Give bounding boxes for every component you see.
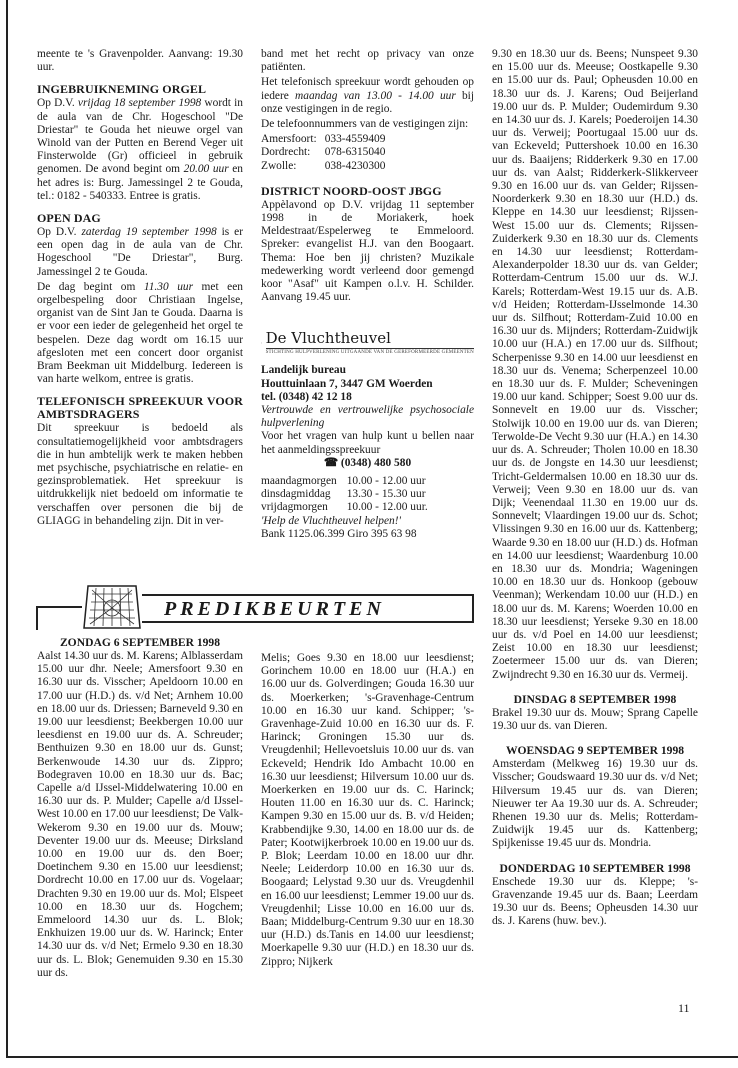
column-1 — [37, 48, 243, 530]
hours-row — [261, 475, 438, 488]
hours-row — [261, 488, 438, 501]
heading-zondag: ZONDAG 6 SEPTEMBER 1998 — [59, 636, 221, 649]
heading-district: DISTRICT NOORD-OOST JBGG — [261, 183, 442, 198]
banner-rule-left — [36, 606, 82, 608]
bank-details: Bank 1125.06.399 Giro 395 63 98 — [261, 527, 417, 540]
phone-row — [261, 160, 393, 173]
column-3 — [492, 48, 698, 930]
church-emblem-icon — [82, 584, 142, 630]
orgel-text-b: wordt in de aula van de Chr. Hogeschool "De Driestar" te Gouda het nieuwe orgel van Winold van der Putten en Berend Veger uit Finsterwolde (Gr) officieel in gebruik genomen. De avond begint om — [37, 97, 243, 176]
phone-number: 078-6315040 — [324, 146, 386, 159]
telefonisch-paragraph: Dit spreekuur is bedoeld als consultatiemogelijkheid voor ambtsdragers die in hun ambtelijk werk te maken hebben met psychische, psychiatrische en relatie- en gezinsproblematiek. Het spreekuur is uitdrukkelijk niet bedoeld om informatie te verschaffen over personen die bij de GLIAGG in behandeling zijn. Dit in ver- — [37, 422, 243, 527]
logo-name: De Vluchtheuvel — [265, 329, 391, 348]
heading-telefonisch-spreekuur: TELEFONISCH SPREEKUUR VOOR AMBTSDRAGERS — [37, 394, 243, 422]
phone-city: Amersfoort: — [261, 133, 317, 146]
hours-row — [261, 501, 438, 514]
banner-rule-left-drop — [36, 606, 38, 630]
predikbeurten-column-2 — [261, 652, 474, 971]
intro-continuation: meente te 's Gravenpolder. Aanvang: 19.30 uur. — [37, 48, 243, 74]
bureau-phone-line — [261, 457, 474, 470]
phone-number: 038-4230300 — [324, 159, 386, 172]
orgel-date: vrijdag 18 september 1998 — [77, 97, 202, 110]
bureau-tagline: Vertrouwde en vertrouwelijke psychosociale hulpverlening — [261, 404, 474, 430]
vluchtheuvel-logo — [261, 326, 474, 360]
phone-city: Dordrecht: — [261, 146, 311, 159]
page-number: 11 — [678, 1001, 690, 1015]
open-text-a: Op D.V. — [37, 226, 82, 239]
hours-time: 13.30 - 15.30 uur — [346, 488, 426, 501]
open-date: zaterdag 19 september 1998 — [81, 226, 217, 239]
hours-table — [261, 475, 438, 515]
logo-text — [266, 330, 474, 356]
orgel-text-a: Op D.V. — [37, 97, 78, 110]
district-paragraph: Appèlavond op D.V. vrijdag 11 september 1998 in de Moriakerk, hoek Meldestraat/Espelerweg te Emmeloord. Spreker: evangelist H.J. van den Boogaart. Thema: Hoe ben jij christen? Muzikale medewerking wordt verleend door gemengd koor "Asaf" uit Kampen o.l.v. H. Schilder. Aanvang 19.45 uur. — [261, 198, 474, 304]
phone-row — [261, 146, 393, 159]
phone-number: 033-4559409 — [324, 133, 386, 146]
open-text-c2: met een orgelbespeling door Christiaan Ingelse, organist van de Sint Jan te Gouda. Daarna is er voor een ieder de gelegenheid het orgel te bespelen. Deze dag wordt om 16.15 uur afgesloten met een concert door organist Bram Beekman uit Middelburg. Iedereen is van harte welkom, entree is gratis. — [37, 280, 243, 386]
predikbeurten-banner — [36, 584, 474, 630]
orgel-paragraph — [37, 97, 243, 203]
banner-title: PREDIKBEURTEN — [164, 598, 385, 620]
column-2 — [261, 48, 474, 541]
held-text-a: Het telefonisch spreekuur wordt gehouden op iedere — [261, 76, 474, 102]
banner-rule-right — [472, 594, 474, 622]
hours-time: 10.00 - 12.00 uur — [346, 475, 426, 488]
dinsdag-schedule: Brakel 19.30 uur ds. Mouw; Sprang Capelle 19.30 uur ds. van Dieren. — [492, 706, 698, 732]
open-dag-paragraph-2 — [37, 281, 243, 387]
hours-day: maandagmorgen — [261, 475, 337, 488]
heading-donderdag: DONDERDAG 10 SEPTEMBER 1998 — [499, 861, 691, 875]
privacy-continuation: band met het recht op privacy van onze patiënten. — [261, 48, 474, 74]
heading-woensdag: WOENSDAG 9 SEPTEMBER 1998 — [505, 744, 685, 758]
numbers-intro: De telefoonnummers van de vestigingen zijn: — [261, 118, 469, 131]
page-frame-left — [6, 0, 8, 1058]
phone-table — [261, 133, 393, 173]
zondag-schedule-continued: Melis; Goes 9.30 en 18.00 uur leesdienst; Gorinchem 10.00 en 18.00 uur (H.A.) en 16.00 uur ds. Golverdingen; Gouda 16.30 uur ds. Moerkerken; 's-Gravenhage-Centrum 10.00 en 16.30 uur kand. Schipper; 's-Gravenhage-Zuid 10.00 en 16.30 uur ds. F. Harinck; Groningen 15.30 uur ds. Vreugdenhil; Hellevoetsluis 10.00 uur ds. van Eckeveld; Hendrik Ido Ambacht 10.00 en 16.30 uur leesdienst; Hilversum 10.00 uur ds. Moerkerken en 19.00 uur ds. C. Harinck; Houten 11.00 en 16.30 uur ds. C. Harinck; Kampen 9.30 en 15.00 uur ds. B. v/d Heiden; Krabbendijke 9.30, 14.00 en 18.00 uur ds. de Pater; Kootwijkerbroek 10.00 en 19.00 uur ds. P. Blok; Leerdam 10.00 en 18.00 uur dhr. Neele; Leiderdorp 10.00 en 16.30 uur ds. Boogaard; Lelystad 9.30 uur ds. Vreugdenhil en 16.00 uur leesdienst; Lemmer 19.00 uur ds. Vreugdenhil; Lisse 10.00 en 16.00 uur ds. Baan; Middelburg-Centrum 9.30 uur en 18.30 uur (H.D.) ds.Tanis en 14.00 uur leesdienst; Moerkapelle 9.30 uur (H.D.) en 18.30 uur ds. Zippro; Nijkerk — [261, 652, 474, 968]
open-dag-paragraph-1 — [37, 226, 243, 279]
hours-day: dinsdagmiddag — [261, 488, 331, 501]
bureau-telephone: tel. (0348) 42 12 18 — [261, 390, 352, 403]
zondag-schedule-continued-2: 9.30 en 18.30 uur ds. Beens; Nunspeet 9.30 en 15.00 uur ds. Meeuse; Oostkapelle 9.30 en 15.00 uur ds. Paul; Opheusden 10.00 en 18.30 uur ds. J. Karens; Oud Beijerland 19.00 uur ds. P. Mulder; Oudemirdum 9.30 en 14.30 uur ds. J. Karels; Poederoijen 14.30 uur ds. Verweij; Poortugaal 15.00 uur ds. van Eckeveld; Puttershoek 10.00 en 16.30 uur ds. Baaijens; Ridderkerk 9.30 en 17.00 uur ds. van Aalst; Ridderkerk-Slikkerveer 9.30 en 16.00 uur ds. van Gelder; Rijssen-Noorderkerk 9.30 en 18.30 uur (H.D.) ds. Kleppe en 14.30 uur leesdienst; Rijssen-West 15.00 uur ds. Clements; Rijssen-Zuiderkerk 9.30 en 18.30 uur ds. Clements en 14.30 uur leesdienst; Rotterdam-Alexanderpolder 18.30 uur ds. van Gelder; Rotterdam-Centrum 15.00 uur ds. W.J. Karels; Rotterdam-West 19.15 uur ds. A.B. v/d Heiden; Rotterdam-IJsselmonde 14.30 uur ds. Silfhout; Rotterdam-Zuid 10.00 en 16.30 uur ds. Mijnders; Rotterdam-Zuidwijk 10.00 uur (H.A.) en 17.00 uur ds. Silfhout; Scherpenisse 9.30 en 14.00 uur leesdienst en 18.30 uur ds. Venema; Scherpenzeel 10.00 en 18.30 uur ds. F. Mulder; Scheveningen 19.00 uur kand. Schipper; Soest 9.00 uur ds. Sonnevelt en 19.00 uur ds. Visscher; Stolwijk 10.00 en 19.00 uur ds. van Dieren; Terwolde-De Vecht 9.30 uur (H.A.) en 14.30 uur ds. A. Schreuder; Tholen 10.00 en 18.30 uur ds. de Jongste en 14.30 uur leesdienst; Tricht-Geldermalsen 10.00 en 18.30 uur ds. Verweij; Veen 9.30 en 18.00 uur ds. van Dijk; Veenendaal 11.30 en 19.00 uur ds. Sonnevelt; Vlaardingen 19.00 uur ds. Schot; Vlissingen 9.30 en 16.00 uur ds. Kattenberg; Waarde 9.30 en 18.00 uur (H.D.) ds. Hofman en 14.00 uur leesdienst; Waardenburg 10.00 en 18.30 uur ds. Mondria; Wageningen 10.00 en 18.30 uur ds. Honkoop (gebouw Veenman); Werkendam 10.00 uur (H.D.) en 18.00 uur ds. M. Karens; Woerden 10.00 en 18.30 uur leesdienst; Yerseke 9.30 en 18.00 uur ds. v/d Poel en 14.00 uur leesdienst; Zeist 10.00 en 18.30 uur leesdienst; Zoetermeer 15.00 uur ds. van Dieren; Zwijndrecht 9.30 en 16.30 uur ds. Vermeij. — [492, 48, 698, 681]
open-text-c1: De dag begint om — [37, 280, 144, 293]
bureau-help-text: Voor het vragen van hulp kunt u bellen naar het aanmeldingsspreekuur — [261, 430, 474, 456]
held-text-b: bij onze vestigingen in de regio. — [261, 89, 474, 115]
zondag-schedule: Aalst 14.30 uur ds. M. Karens; Alblasserdam 15.00 uur dhr. Neele; Amersfoort 9.30 en 16.30 uur ds. Visscher; Apeldoorn 10.00 en 17.00 uur (H.D.) ds. v/d Net; Arnhem 10.00 en 18.00 uur ds. Driessen; Barneveld 9.30 en 19.00 uur leesdienst; Beekbergen 10.00 uur leesdienst en 19.00 uur ds. A. Schreuder; Benthuizen 9.30 en 18.00 uur ds. Gunst; Berkenwoude 14.30 uur ds. Zippro; Bodegraven 10.00 en 18.30 uur ds. Bac; Capelle a/d IJssel-Middelwatering 10.00 en 16.30 uur ds. P. Mulder; Capelle a/d IJssel-West 10.00 en 17.00 uur leesdienst; De Valk-Wekerom 9.30 en 19.00 uur ds. Mouw; Deventer 19.00 uur ds. Meeuse; Dirksland 10.00 en 19.00 uur ds. den Boer; Doetinchem 9.30 en 15.00 uur leesdienst; Dordrecht 10.00 en 17.00 uur ds. Vogelaar; Drachten 9.30 en 19.00 uur ds. Mol; Elspeet 10.00 en 18.30 uur ds. Hogchem; Emmeloord 14.30 uur ds. L. Blok; Enkhuizen 19.00 uur ds. W. Harinck; Enter 14.30 uur ds. v/d Net; Ermelo 9.30 en 18.30 uur ds. L. Blok; Genemuiden 9.30 en 15.30 uur ds. — [37, 650, 243, 979]
donderdag-schedule: Enschede 19.30 uur ds. Kleppe; 's-Gravenzande 19.45 uur ds. Baan; Leerdam 19.30 uur ds. Beens; Opheusden 14.30 uur ds. J. Karens (huw. bev.). — [492, 875, 698, 928]
telephone-icon: ☎ — [323, 456, 339, 469]
heading-orgel: INGEBRUIKNEMING ORGEL — [37, 82, 207, 97]
phone-row — [261, 133, 393, 146]
banner-rule-top — [142, 594, 474, 596]
predikbeurten-column-1 — [37, 636, 243, 982]
spreekuur-held-paragraph — [261, 76, 474, 116]
bureau-title: Landelijk bureau — [261, 364, 346, 377]
heading-dinsdag: DINSDAG 8 SEPTEMBER 1998 — [513, 692, 677, 706]
open-time: 11.30 uur — [143, 280, 194, 293]
bureau-address: Houttuinlaan 7, 3447 GM Woerden — [261, 377, 433, 390]
bureau-phone-number: (0348) 480 580 — [340, 456, 412, 469]
help-slogan: 'Help de Vluchtheuvel helpen!' — [261, 514, 401, 527]
woensdag-schedule: Amsterdam (Melkweg 16) 19.30 uur ds. Visscher; Goudswaard 19.30 uur ds. v/d Net; Hilversum 19.45 uur ds. van Dieren; Nieuwer ter Aa 19.30 uur ds. A. Schreuder; Rhenen 19.30 uur ds. Melis; Rotterdam-Zuidwijk 19.45 uur ds. Kattenberg; Spijkenisse 19.45 uur ds. Mondria. — [492, 758, 698, 850]
logo-subtitle: STICHTING HULPVERLENING UITGAANDE VAN DE GEREFORMEERDE GEMEENTEN — [265, 350, 474, 356]
hours-time: 10.00 - 12.00 uur. — [346, 501, 428, 514]
hours-day: vrijdagmorgen — [261, 501, 328, 514]
open-text-b: is er een open dag in de aula van de Chr. Hogeschool "De Driestar", Burg. Jamessingel 2 te Gouda. — [37, 226, 243, 278]
vluchtheuvel-logo-icon — [261, 326, 262, 360]
page-frame-bottom — [6, 1056, 738, 1058]
phone-city: Zwolle: — [261, 159, 297, 172]
held-time: maandag van 13.00 - 14.00 uur — [295, 89, 456, 102]
orgel-time: 20.00 uur — [183, 163, 229, 176]
heading-open-dag: OPEN DAG — [37, 211, 101, 226]
banner-rule-bottom — [142, 621, 474, 623]
orgel-text-c: en het adres is: Burg. Jamessingel 2 te Gouda, tel.: 0182 - 540333. Entree is gratis. — [37, 163, 243, 202]
